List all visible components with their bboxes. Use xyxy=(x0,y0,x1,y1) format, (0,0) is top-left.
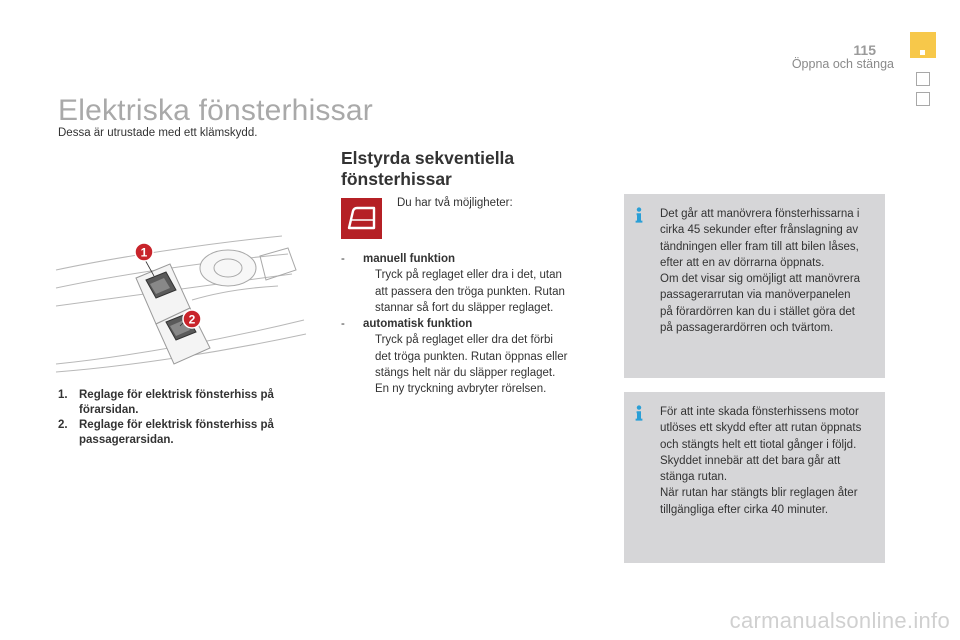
mode-title: manuell funktion xyxy=(363,253,455,265)
mode-item xyxy=(341,251,601,267)
svg-text:2: 2 xyxy=(188,312,196,327)
step-line: stannar så fort du släpper reglaget. xyxy=(375,301,554,314)
section-title: Öppna och stänga xyxy=(791,57,894,71)
page-title: Elektriska fönsterhissar xyxy=(58,94,373,127)
info-line: tillgängliga efter cirka 40 minuter. xyxy=(660,503,829,516)
intro-text: Dessa är utrustade med ett klämskydd. xyxy=(58,127,258,139)
step-line: det tröga punkten. Rutan öppnas eller xyxy=(375,350,568,363)
info-line: passagerarrutan via manöverpanelen xyxy=(660,289,851,302)
info-line: När rutan har stängts blir reglagen åter xyxy=(660,487,858,500)
info-icon xyxy=(633,207,645,223)
section-tab-outline xyxy=(916,72,930,86)
step-text xyxy=(375,267,565,316)
info-line: på förardörren kan du i stället göra det xyxy=(660,305,855,318)
info-line: på passagerardörren och tvärtom. xyxy=(660,322,834,335)
step-line: Tryck på reglaget eller dra i det, utan xyxy=(375,269,562,282)
legend-number: 1. xyxy=(58,389,68,401)
window-switch-icon xyxy=(341,198,382,239)
step-line: att passera den tröga punkten. Rutan xyxy=(375,285,565,298)
callout-1 xyxy=(135,243,153,261)
info-line: Det går att manövrera fönsterhissarna i xyxy=(660,208,860,220)
subheading-line: Elstyrda sekventiella xyxy=(341,148,515,168)
mode-step xyxy=(341,381,601,397)
mode-list xyxy=(341,251,601,398)
options-lead-text: Du har två möjligheter: xyxy=(397,197,513,209)
step-text xyxy=(375,381,546,397)
mode-step xyxy=(341,332,601,381)
mode-step xyxy=(341,267,601,316)
info-text xyxy=(660,206,876,336)
svg-text:1: 1 xyxy=(140,245,148,260)
list-dash: - xyxy=(341,318,345,331)
step-line: En ny tryckning avbryter rörelsen. xyxy=(375,383,547,396)
info-line: Om det visar sig omöjligt att manövrera xyxy=(660,273,861,286)
info-box xyxy=(624,392,885,563)
subheading xyxy=(341,148,581,190)
subheading-line: fönsterhissar xyxy=(341,169,452,189)
info-text xyxy=(660,404,876,518)
step-text xyxy=(375,332,567,381)
info-line: cirka 45 sekunder efter frånslagning av xyxy=(660,224,859,237)
arrow-right-icon xyxy=(363,267,375,316)
legend-item xyxy=(58,418,308,448)
info-box xyxy=(624,194,885,378)
watermark: carmanualsonline.info xyxy=(729,608,950,633)
info-line: efter att en av dörrarna öppnats. xyxy=(660,256,825,269)
info-line: stänga rutan. xyxy=(660,471,728,484)
legend-text: Reglage för elektrisk fönsterhiss på förarsidan. xyxy=(79,389,274,416)
info-line: tändningen eller fram till att bilen låses, xyxy=(660,240,859,253)
arrow-right-icon xyxy=(363,332,375,381)
legend-number: 2. xyxy=(58,419,68,431)
page-number: 115 xyxy=(853,42,876,58)
info-line: utlöses ett skydd efter att rutan öppnats xyxy=(660,422,862,435)
mode-item xyxy=(341,316,601,332)
callout-2 xyxy=(183,310,201,328)
window-switch-illustration xyxy=(52,230,308,376)
legend-list xyxy=(58,388,308,448)
info-icon xyxy=(633,405,645,421)
info-line: och stängts helt ett tiotal gånger i följd. xyxy=(660,438,857,451)
info-line: Skyddet innebär att det bara går att xyxy=(660,454,841,467)
arrow-right-icon xyxy=(363,381,375,397)
section-tab-outline xyxy=(916,92,930,106)
step-line: Tryck på reglaget eller dra det förbi xyxy=(375,334,553,347)
info-line: För att inte skada fönsterhissens motor xyxy=(660,406,859,418)
legend-text: Reglage för elektrisk fönsterhiss på passagerarsidan. xyxy=(79,419,274,446)
legend-item xyxy=(58,388,308,418)
step-line: stängs helt när du släpper reglaget. xyxy=(375,367,556,380)
section-tab-marker xyxy=(910,32,936,58)
mode-title: automatisk funktion xyxy=(363,318,473,331)
list-dash: - xyxy=(341,253,345,265)
